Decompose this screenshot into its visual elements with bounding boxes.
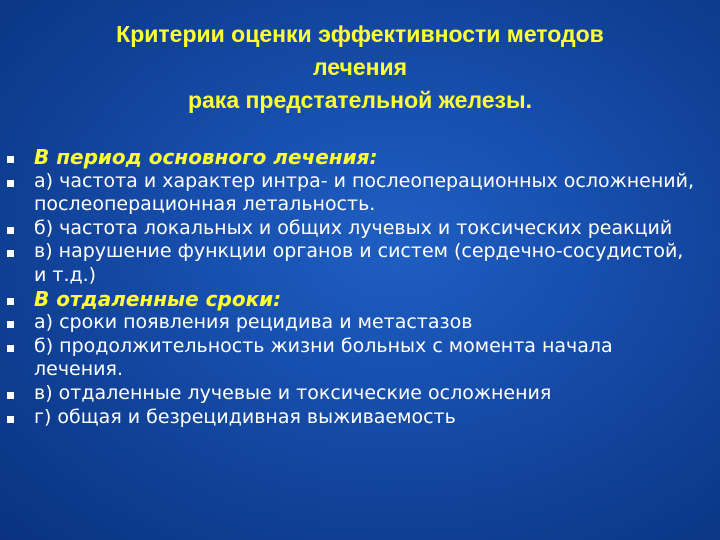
square-bullet-icon [7,345,14,352]
square-bullet-icon [7,321,14,328]
square-bullet-icon [7,156,14,163]
bullet-text: в) нарушение функции органов и систем (сердечно-сосудистой, и т.д.) [34,240,684,286]
list-item [0,240,720,287]
section-heading-long-term [0,288,720,312]
list-item [0,217,720,241]
title-line: лечения [312,54,408,80]
section-heading-main-treatment [0,146,720,170]
bullet-text: В период основного лечения: [34,145,378,169]
square-bullet-icon [7,298,14,305]
title-line: Критерии оценки эффективности методов [116,21,604,47]
bullet-text: г) общая и безрецидивная выживаемость [34,405,456,428]
bullet-text: в) отдаленные лучевые и токсические осложнения [34,381,552,404]
bullet-text: б) продолжительность жизни больных с момента начала лечения. [34,334,613,381]
list-item [0,382,720,406]
list-item [0,170,720,217]
list-item [0,406,720,430]
slide-title [0,18,720,117]
list-item [0,335,720,382]
square-bullet-icon [7,392,14,399]
square-bullet-icon [7,416,14,423]
square-bullet-icon [7,180,14,187]
bullet-text: а) сроки появления рецидива и метастазов [34,311,473,334]
bullet-text: а) частота и характер интра- и послеоперационных осложнений, послеоперационная летальность. [34,169,695,216]
bullet-text: В отдаленные сроки: [34,286,282,311]
square-bullet-icon [7,227,14,234]
title-line: рака предстательной железы. [187,87,533,113]
list-item [0,311,720,335]
bullet-list [0,146,720,429]
square-bullet-icon [7,250,14,257]
bullet-text: б) частота локальных и общих лучевых и токсических реакций [34,216,673,239]
